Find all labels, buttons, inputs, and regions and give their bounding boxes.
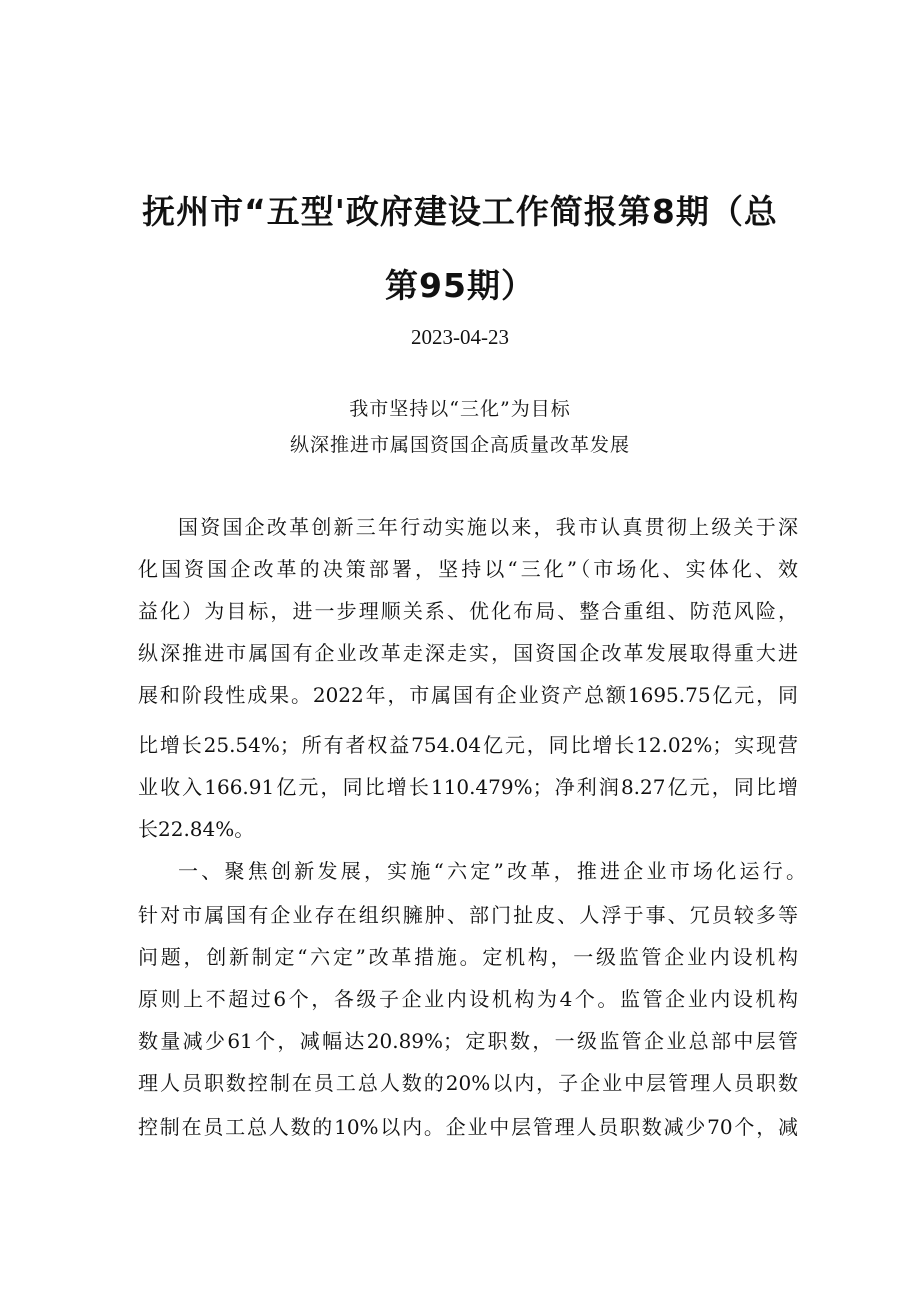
paragraph-1-line: 比增长25.54%；所有者权益754.04亿元，同比增长12.02%；实现营: [138, 733, 798, 757]
publish-date: 2023-04-23: [411, 325, 509, 349]
paragraph-1-line: 业收入166.91亿元，同比增长110.479%；净利润8.27亿元，同比增: [138, 775, 798, 799]
paragraph-2-line: 原则上不超过6个，各级子企业内设机构为4个。监管企业内设机构: [138, 987, 798, 1011]
paragraph-1-line: 纵深推进市属国有企业改革走深走实，国资国企改革发展取得重大进: [138, 641, 798, 665]
paragraph-1-line: 展和阶段性成果。2022年，市属国有企业资产总额1695.75亿元，同: [138, 683, 798, 707]
paragraph-2-line: 问题，创新制定“六定”改革措施。定机构，一级监管企业内设机构: [138, 945, 798, 969]
paragraph-1-line: 益化）为目标，进一步理顺关系、优化布局、整合重组、防范风险，: [138, 599, 798, 623]
paragraph-2-line: 控制在员工总人数的10%以内。企业中层管理人员职数减少70个，减: [138, 1115, 798, 1139]
article-headline-line-1: 我市坚持以“三化”为目标: [349, 398, 571, 420]
paragraph-2-line: 一、聚焦创新发展，实施“六定”改革，推进企业市场化运行。: [178, 859, 806, 883]
document-title-line-1: 抚州市“五型'政府建设工作简报第8期（总: [142, 192, 778, 231]
article-headline-line-2: 纵深推进市属国资国企高质量改革发展: [289, 434, 630, 456]
paragraph-1-line: 长22.84%。: [138, 817, 255, 841]
paragraph-2-line: 针对市属国有企业存在组织臃肿、部门扯皮、人浮于事、冗员较多等: [138, 903, 798, 927]
document-title-line-2: 第95期）: [385, 266, 535, 305]
paragraph-1-line: 国资国企改革创新三年行动实施以来，我市认真贯彻上级关于深: [178, 515, 798, 539]
paragraph-2-line: 数量减少61个，减幅达20.89%；定职数，一级监管企业总部中层管: [138, 1029, 798, 1053]
paragraph-1-line: 化国资国企改革的决策部署，坚持以“三化”（市场化、实体化、效: [138, 557, 798, 581]
paragraph-2-line: 理人员职数控制在员工总人数的20%以内，子企业中层管理人员职数: [138, 1071, 798, 1095]
